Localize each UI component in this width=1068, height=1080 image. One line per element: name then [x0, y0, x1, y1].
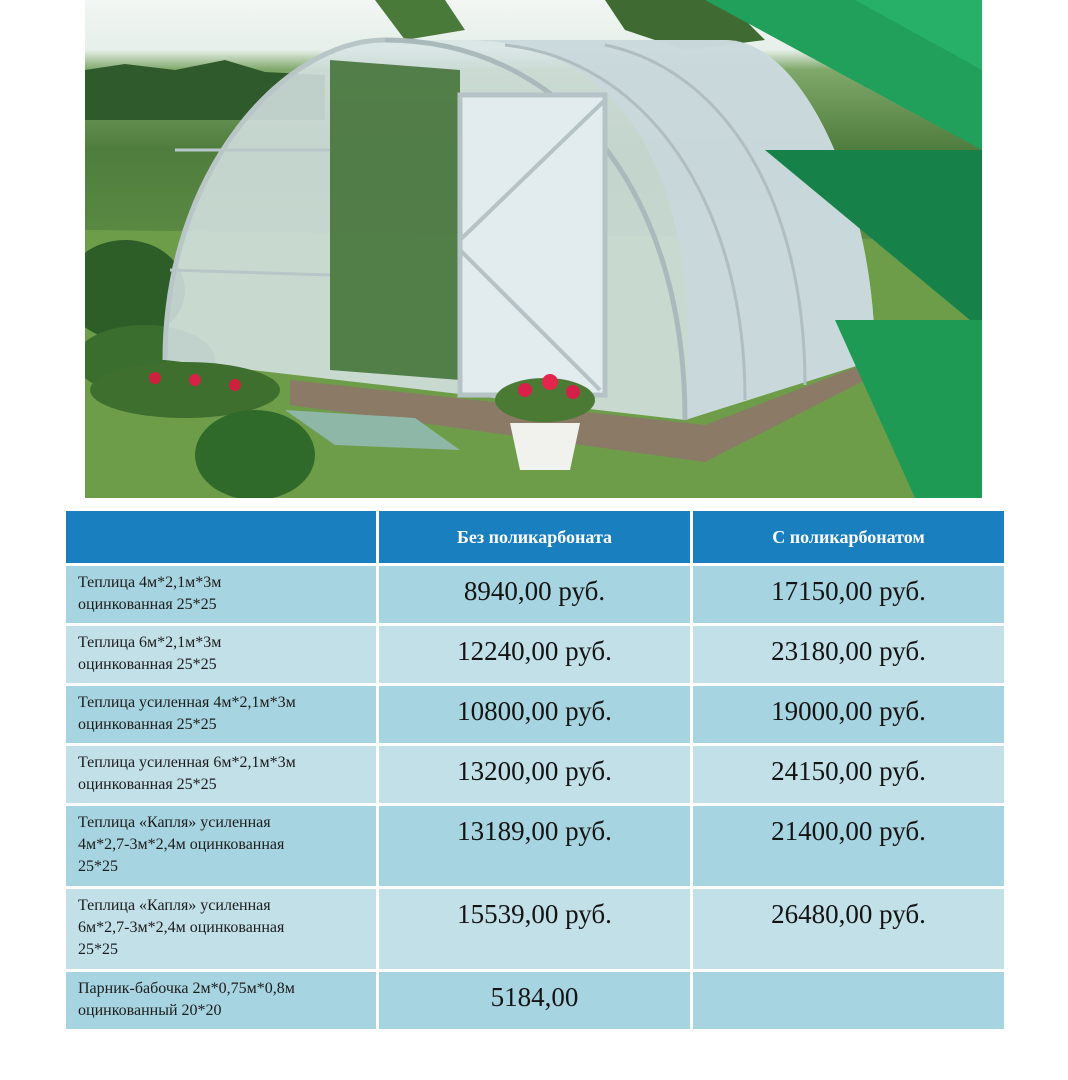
product-name-line: Теплица 4м*2,1м*3м — [78, 574, 222, 591]
table-row — [66, 686, 1004, 743]
product-name-line: Парник-бабочка 2м*0,75м*0,8м — [78, 980, 295, 997]
price-with-cell: 24150,00 руб. — [693, 746, 1004, 803]
product-name-cell — [66, 972, 376, 1029]
table-row — [66, 806, 1004, 886]
product-name-line: 6м*2,7-3м*2,4м оцинкованная — [78, 919, 285, 936]
product-name-line: 25*25 — [78, 941, 118, 958]
product-name-cell — [66, 626, 376, 683]
product-name-line: Теплица усиленная 6м*2,1м*3м — [78, 754, 296, 771]
price-without-cell: 13200,00 руб. — [379, 746, 690, 803]
price-table — [63, 508, 1007, 1032]
price-without-cell: 10800,00 руб. — [379, 686, 690, 743]
price-with-cell: 17150,00 руб. — [693, 566, 1004, 623]
price-with-cell: 19000,00 руб. — [693, 686, 1004, 743]
product-name-line: оцинкованная 25*25 — [78, 776, 217, 793]
product-name-cell — [66, 806, 376, 886]
table-row — [66, 626, 1004, 683]
product-name-cell — [66, 566, 376, 623]
price-without-cell: 5184,00 — [379, 972, 690, 1029]
product-name-line: 25*25 — [78, 858, 118, 875]
product-name-line: оцинкованная 25*25 — [78, 656, 217, 673]
header-product — [66, 511, 376, 563]
product-name-line: 4м*2,7-3м*2,4м оцинкованная — [78, 836, 285, 853]
header-with-polycarbonate: С поликарбонатом — [693, 511, 1004, 563]
header-without-polycarbonate: Без поликарбоната — [379, 511, 690, 563]
product-name-line: Теплица «Капля» усиленная — [78, 814, 271, 831]
price-with-cell: 26480,00 руб. — [693, 889, 1004, 969]
greenhouse-photo — [85, 0, 982, 498]
table-row — [66, 972, 1004, 1029]
price-with-cell — [693, 972, 1004, 1029]
product-name-line: Теплица усиленная 4м*2,1м*3м — [78, 694, 296, 711]
table-header-row — [66, 511, 1004, 563]
table-row — [66, 889, 1004, 969]
price-without-cell: 12240,00 руб. — [379, 626, 690, 683]
product-name-line: оцинкованный 20*20 — [78, 1002, 222, 1019]
price-without-cell: 15539,00 руб. — [379, 889, 690, 969]
product-name-line: Теплица «Капля» усиленная — [78, 897, 271, 914]
table-row — [66, 566, 1004, 623]
product-name-cell — [66, 746, 376, 803]
product-name-line: оцинкованная 25*25 — [78, 716, 217, 733]
product-name-line: оцинкованная 25*25 — [78, 596, 217, 613]
price-with-cell: 23180,00 руб. — [693, 626, 1004, 683]
product-name-cell — [66, 889, 376, 969]
price-without-cell: 13189,00 руб. — [379, 806, 690, 886]
greenhouse-illustration — [85, 0, 982, 498]
product-name-cell — [66, 686, 376, 743]
price-with-cell: 21400,00 руб. — [693, 806, 1004, 886]
product-name-line: Теплица 6м*2,1м*3м — [78, 634, 222, 651]
price-without-cell: 8940,00 руб. — [379, 566, 690, 623]
table-row — [66, 746, 1004, 803]
